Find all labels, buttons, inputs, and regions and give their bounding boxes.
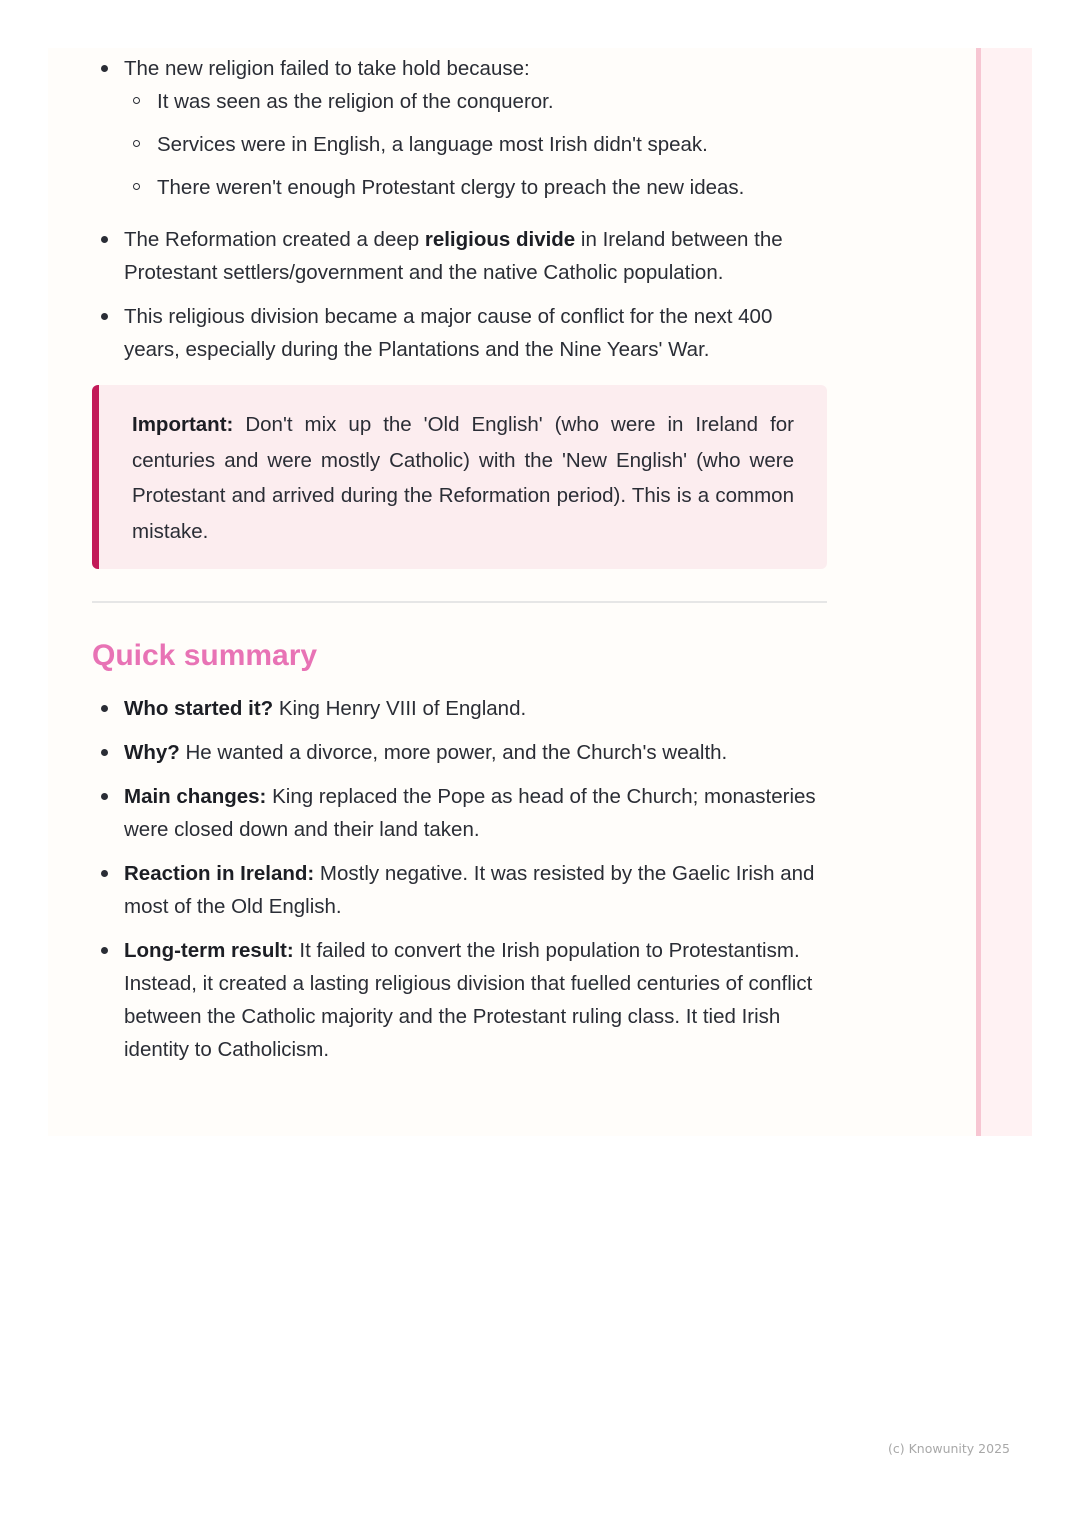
- summary-item-text: Mostly negative. It was resisted by the Gaelic Irish and most of the Old English.: [124, 862, 815, 918]
- summary-item-label: Reaction in Ireland:: [124, 862, 315, 885]
- summary-item: [92, 780, 827, 846]
- list-item: [92, 223, 827, 289]
- reformation-effects-list: [92, 52, 827, 366]
- side-margin-strip: [976, 48, 1032, 1136]
- summary-item-text: King Henry VIII of England.: [273, 697, 527, 720]
- section-divider: [92, 601, 827, 603]
- summary-item-text: It failed to convert the Irish population to Protestantism. Instead, it created a lasting religious division that fuelled centuries of conflict between the Catholic majority and the Protestant ruling class. It tied Irish identity to Catholicism.: [124, 939, 813, 1061]
- emphasis-text: religious divide: [424, 228, 576, 251]
- summary-item-label: Why?: [124, 741, 180, 764]
- list-item-text: in Ireland between the Protestant settlers/government and the native Catholic population.: [124, 228, 783, 284]
- callout-text: Don't mix up the 'Old English' (who were in Ireland for centuries and were mostly Catholic) with the 'New English' (who were Protestant and arrived during the Reformation period). This is a common mistake.: [132, 413, 794, 543]
- list-item-text: This religious division became a major cause of conflict for the next 400 years, especially during the Plantations and the Nine Years' War.: [124, 305, 773, 361]
- sublist-item: There weren't enough Protestant clergy to preach the new ideas.: [124, 171, 827, 204]
- summary-item-text: He wanted a divorce, more power, and the Church's wealth.: [179, 741, 728, 764]
- important-callout: [92, 385, 827, 569]
- callout-label: Important:: [132, 413, 234, 436]
- summary-list: [92, 692, 827, 1066]
- copyright-footer: (c) Knowunity 2025: [888, 1441, 1010, 1456]
- summary-item-label: Long-term result:: [124, 939, 294, 962]
- summary-item-text: King replaced the Pope as head of the Church; monasteries were closed down and their land taken.: [124, 785, 816, 841]
- reasons-sublist: [124, 85, 827, 204]
- summary-item: [92, 736, 827, 769]
- list-item-text: The Reformation created a deep: [124, 228, 425, 251]
- list-item: [92, 300, 827, 366]
- summary-item-label: Who started it?: [124, 697, 274, 720]
- list-item-text: The new religion failed to take hold because:: [124, 57, 530, 80]
- summary-item: [92, 692, 827, 725]
- sublist-item: It was seen as the religion of the conqueror.: [124, 85, 827, 118]
- summary-item: [92, 934, 827, 1066]
- section-title: Quick summary: [92, 639, 318, 672]
- sublist-item: Services were in English, a language most Irish didn't speak.: [124, 128, 827, 161]
- summary-item-label: Main changes:: [124, 785, 267, 808]
- document-content: [92, 52, 827, 1077]
- list-item: [92, 52, 827, 204]
- summary-item: [92, 857, 827, 923]
